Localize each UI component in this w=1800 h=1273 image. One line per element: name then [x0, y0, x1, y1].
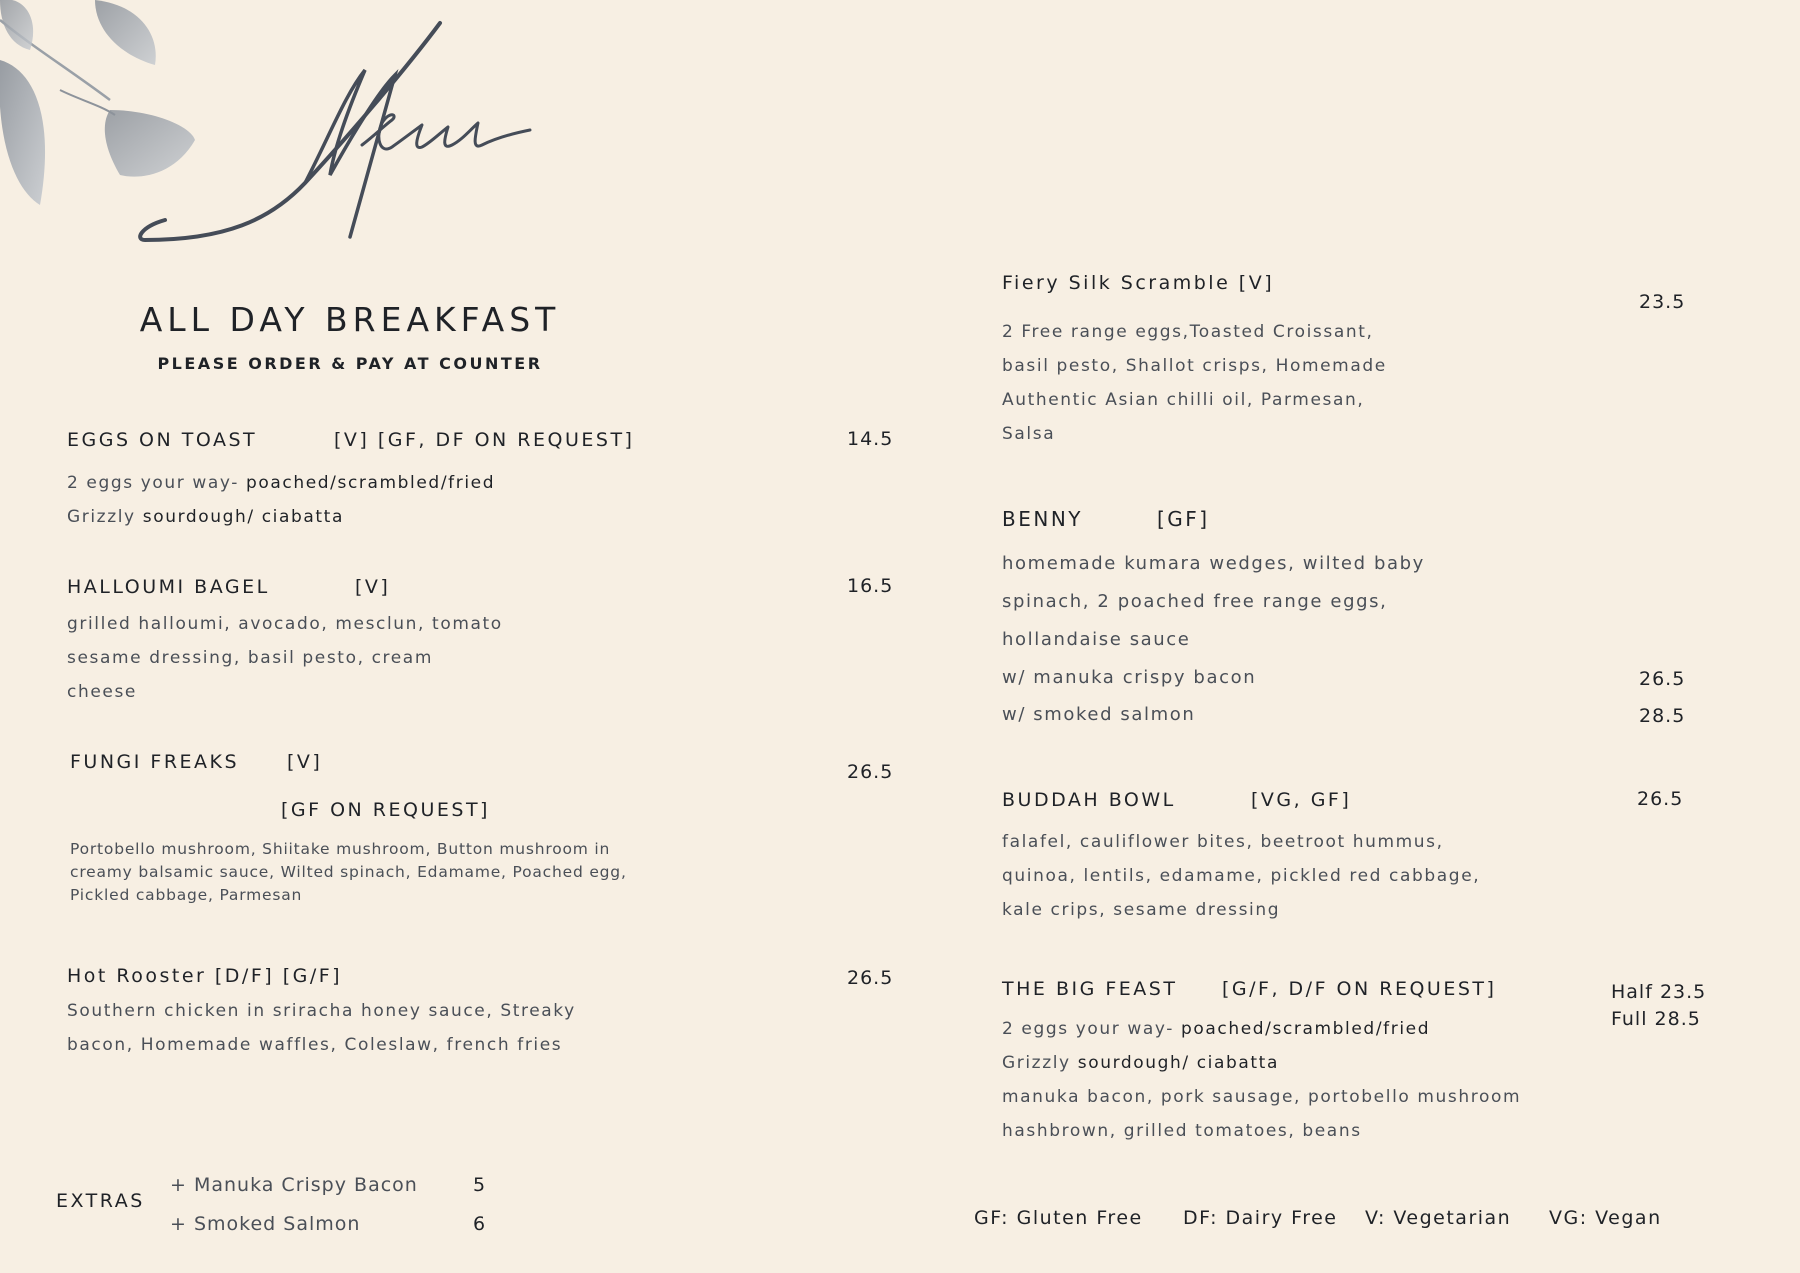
item-desc-buddah-line2: quinoa, lentils, edamame, pickled red cabbage,	[1002, 866, 1481, 886]
item-name-buddah-bowl: BUDDAH BOWL	[1002, 789, 1176, 811]
item-price-hot-rooster: 26.5	[847, 967, 894, 989]
item-price-halloumi-bagel: 16.5	[847, 575, 894, 597]
item-tags-eggs-on-toast: [V] [GF, DF ON REQUEST]	[334, 429, 635, 451]
item-price-fungi-freaks: 26.5	[847, 761, 894, 783]
item-price-buddah-bowl: 26.5	[1637, 788, 1684, 810]
item-desc-feast-line2: Grizzly sourdough/ ciabatta	[1002, 1053, 1279, 1073]
item-desc-rooster-line1: Southern chicken in sriracha honey sauce, Streaky	[67, 1001, 576, 1021]
item-desc-fiery-line3: Authentic Asian chilli oil, Parmesan,	[1002, 390, 1365, 410]
item-desc-fungi-line1: Portobello mushroom, Shiitake mushroom, Button mushroom in	[70, 840, 611, 858]
section-title: ALL DAY BREAKFAST	[139, 300, 561, 339]
item-desc-fungi-line3: Pickled cabbage, Parmesan	[70, 886, 303, 904]
item-option-benny-bacon: w/ manuka crispy bacon	[1002, 667, 1257, 688]
item-desc-feast-line3: manuka bacon, pork sausage, portobello mushroom	[1002, 1087, 1522, 1107]
section-subtitle: PLEASE ORDER & PAY AT COUNTER	[157, 354, 543, 373]
legend-gf: GF: Gluten Free	[974, 1207, 1143, 1229]
extras-item-salmon: + Smoked Salmon	[170, 1213, 361, 1235]
item-option-benny-salmon: w/ smoked salmon	[1002, 704, 1196, 725]
legend-vg: VG: Vegan	[1549, 1207, 1662, 1229]
item-desc-benny-line1: homemade kumara wedges, wilted baby	[1002, 553, 1425, 574]
item-desc-halloumi-line1: grilled halloumi, avocado, mesclun, tomato	[67, 614, 503, 634]
item-tags-benny: [GF]	[1157, 507, 1210, 531]
item-desc-fiery-line1: 2 Free range eggs,Toasted Croissant,	[1002, 322, 1374, 342]
item-desc-fungi	[70, 838, 790, 907]
item-desc-feast-line4: hashbrown, grilled tomatoes, beans	[1002, 1121, 1362, 1141]
item-desc-fiery-line2: basil pesto, Shallot crisps, Homemade	[1002, 356, 1387, 376]
item-price-benny-bacon: 26.5	[1639, 668, 1686, 690]
item-name-big-feast: THE BIG FEAST	[1002, 978, 1178, 1000]
item-name-fungi-freaks: FUNGI FREAKS	[70, 751, 240, 773]
item-tags-halloumi-bagel: [V]	[355, 576, 391, 598]
menu-script-title	[130, 15, 550, 255]
item-desc-rooster-line2: bacon, Homemade waffles, Coleslaw, french fries	[67, 1035, 563, 1055]
item-price-fiery-silk-scramble: 23.5	[1639, 291, 1686, 313]
item-tags-buddah-bowl: [VG, GF]	[1251, 789, 1352, 811]
item-name-halloumi-bagel: HALLOUMI BAGEL	[67, 576, 270, 598]
item-desc-fungi-line2: creamy balsamic sauce, Wilted spinach, Edamame, Poached egg,	[70, 863, 627, 881]
legend-df: DF: Dairy Free	[1183, 1207, 1338, 1229]
item-name-hot-rooster: Hot Rooster [D/F] [G/F]	[67, 965, 343, 987]
legend-v: V: Vegetarian	[1365, 1207, 1512, 1229]
item-name-benny: BENNY	[1002, 507, 1083, 531]
item-desc-eggs-line1: 2 eggs your way- poached/scrambled/fried	[67, 473, 496, 493]
item-price-benny-salmon: 28.5	[1639, 705, 1686, 727]
item-price-big-feast-full: Full 28.5	[1611, 1008, 1701, 1030]
item-tags-fungi-freaks: [V]	[287, 751, 323, 773]
item-desc-halloumi-line2: sesame dressing, basil pesto, cream	[67, 648, 433, 668]
extras-price-salmon: 6	[473, 1213, 487, 1235]
extras-label: EXTRAS	[56, 1190, 145, 1212]
item-desc-fiery-line4: Salsa	[1002, 424, 1056, 444]
item-price-big-feast-half: Half 23.5	[1611, 981, 1707, 1003]
item-desc-buddah-line3: kale crips, sesame dressing	[1002, 900, 1281, 920]
item-name-fiery-silk-scramble: Fiery Silk Scramble [V]	[1002, 272, 1275, 294]
item-desc-halloumi-line3: cheese	[67, 682, 137, 702]
item-name-eggs-on-toast: EGGS ON TOAST	[67, 429, 258, 451]
item-desc-feast-line1: 2 eggs your way- poached/scrambled/fried	[1002, 1019, 1431, 1039]
extras-item-bacon: + Manuka Crispy Bacon	[170, 1174, 418, 1196]
extras-price-bacon: 5	[473, 1174, 487, 1196]
item-tags2-fungi-freaks: [GF ON REQUEST]	[281, 799, 490, 821]
item-desc-benny-line3: hollandaise sauce	[1002, 629, 1191, 650]
item-price-eggs-on-toast: 14.5	[847, 428, 894, 450]
item-desc-benny-line2: spinach, 2 poached free range eggs,	[1002, 591, 1388, 612]
item-tags-big-feast: [G/F, D/F ON REQUEST]	[1222, 978, 1497, 1000]
item-desc-eggs-line2: Grizzly sourdough/ ciabatta	[67, 507, 344, 527]
item-desc-buddah-line1: falafel, cauliflower bites, beetroot hummus,	[1002, 832, 1444, 852]
